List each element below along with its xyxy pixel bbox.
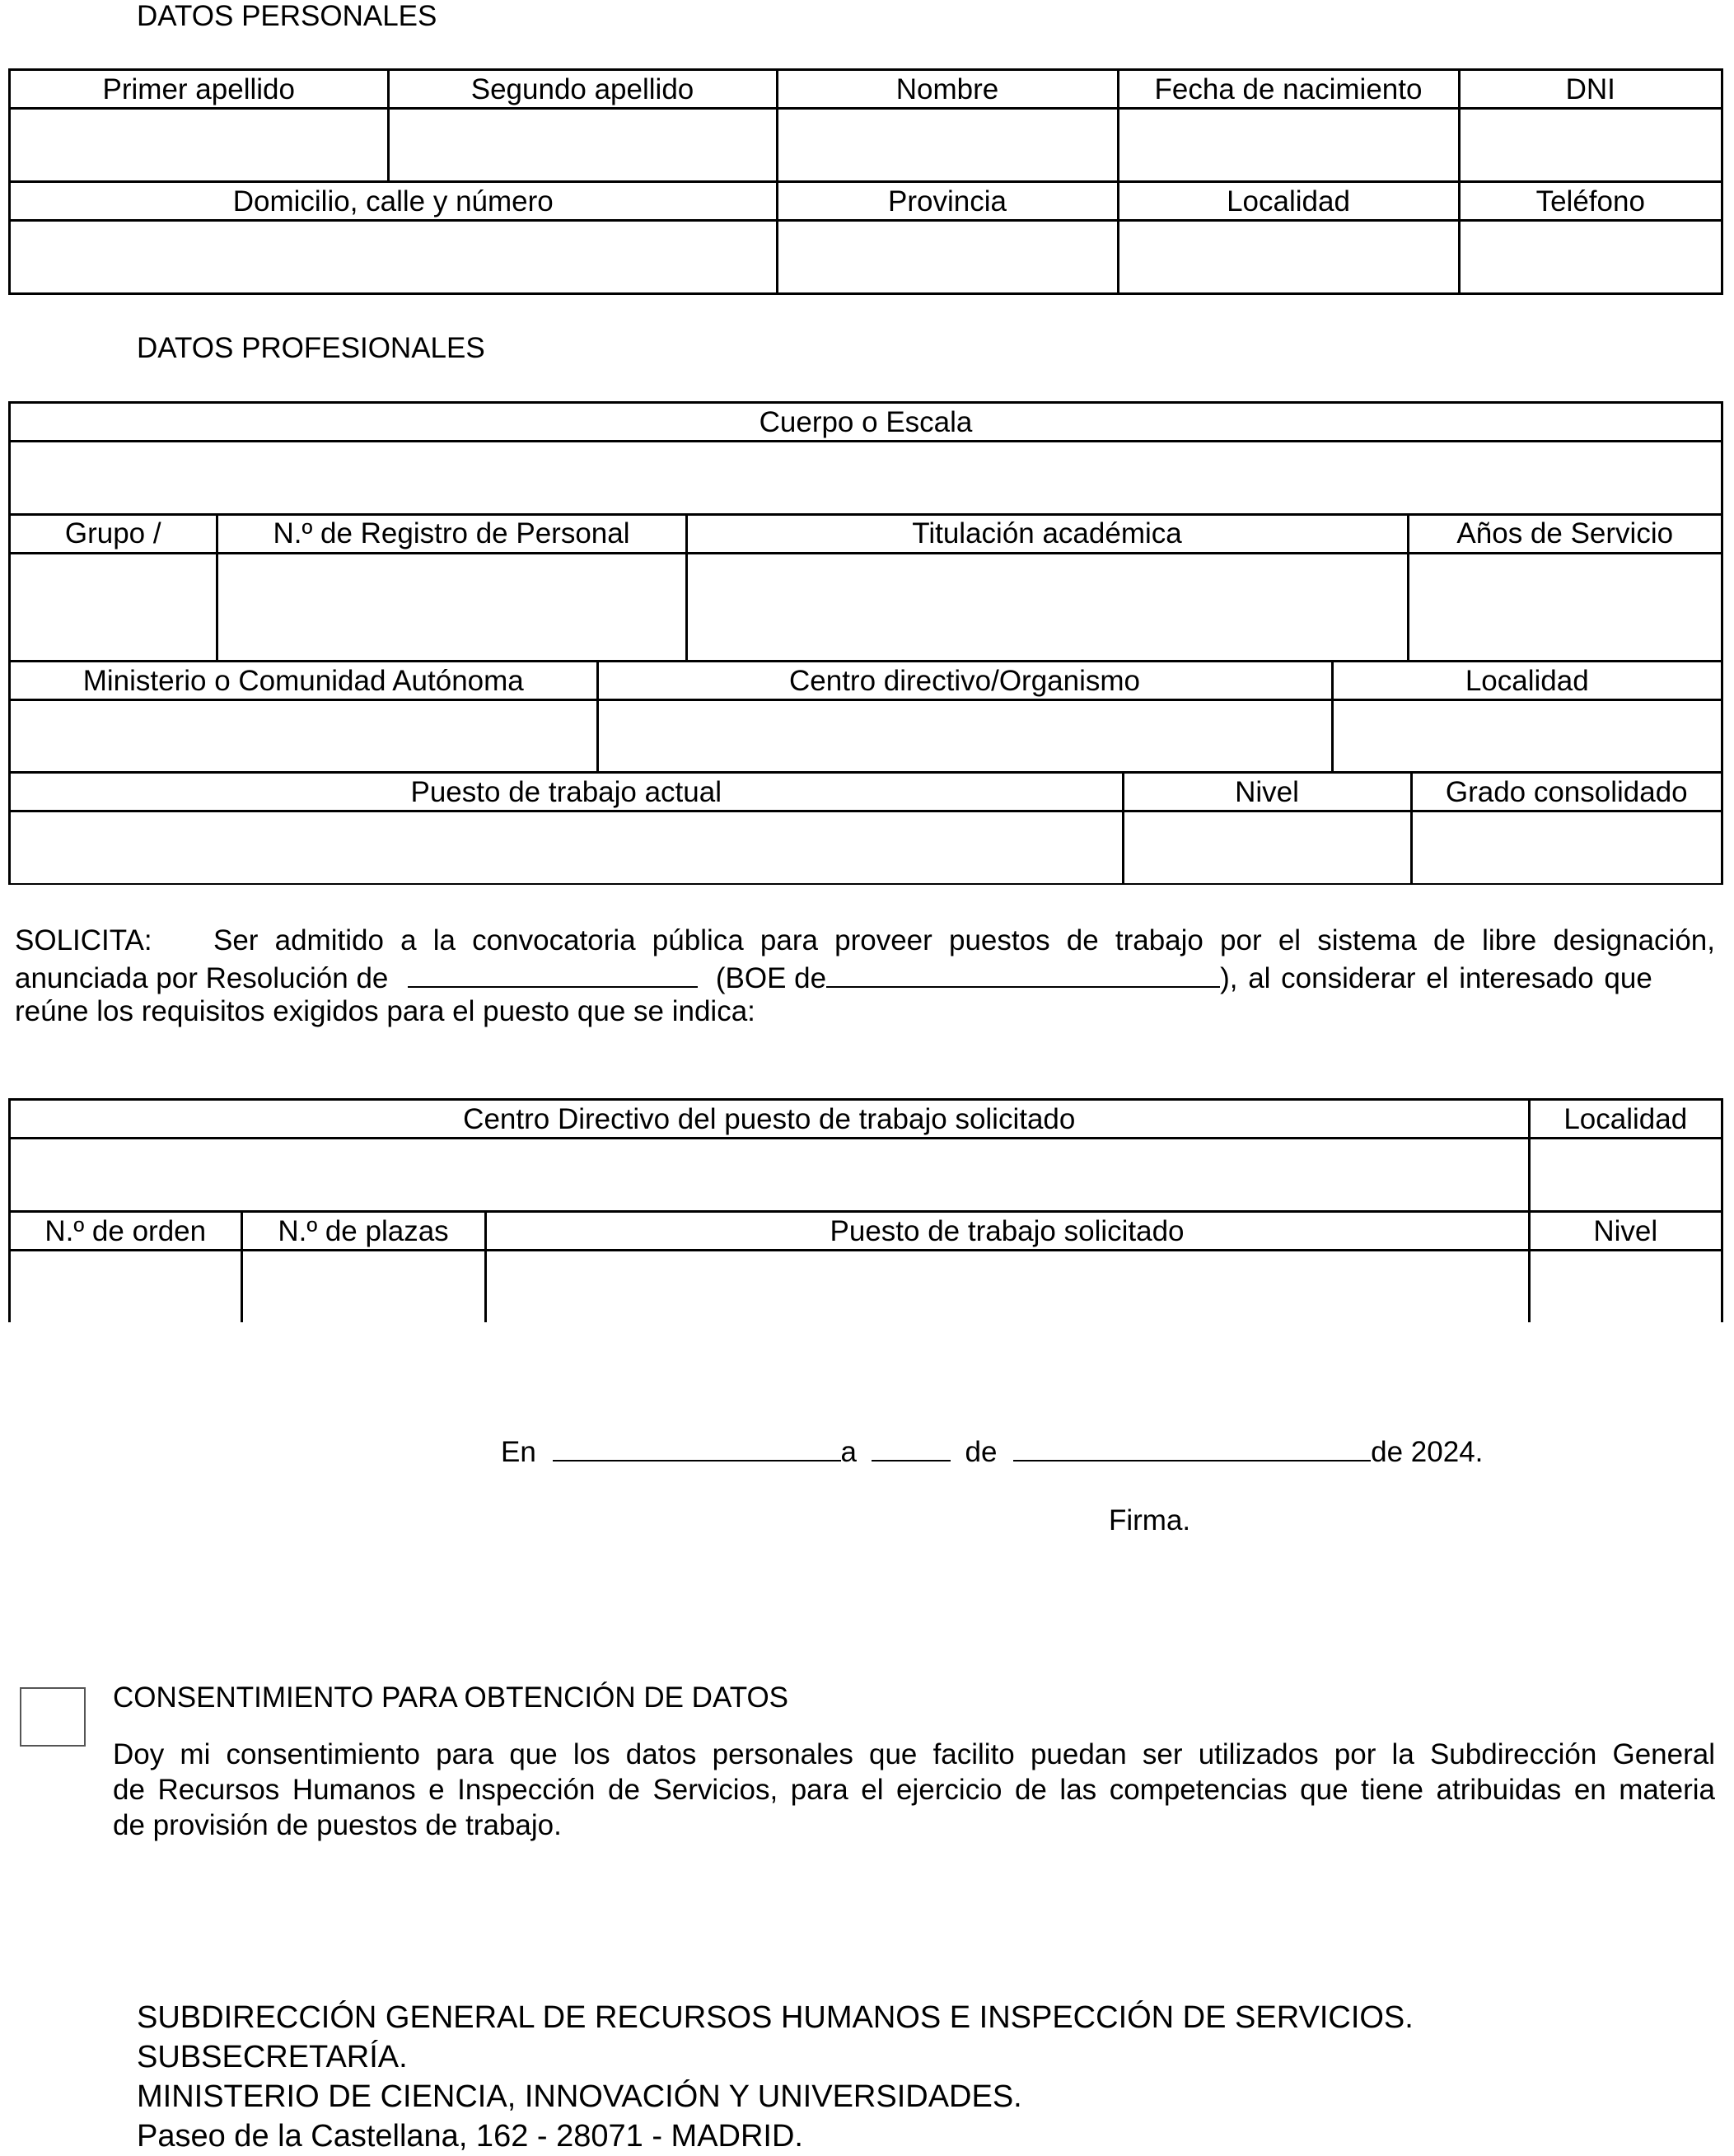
header-numero-orden: N.º de orden [11,1212,241,1251]
field-domicilio[interactable] [11,221,777,293]
field-puesto-solicitado[interactable] [485,1251,1529,1323]
field-primer-apellido[interactable] [11,109,388,182]
year-label: de 2024. [1371,1436,1484,1468]
professional-data-table-puesto [8,771,1723,885]
footer-line-2: SUBSECRETARÍA. [137,2040,408,2074]
field-ministerio[interactable] [11,700,597,773]
solicita-text-2a: anunciada por Resolución de [15,962,389,994]
header-grupo-subgrupo-label: Grupo / [64,517,161,550]
solicita-text-3: reúne los requisitos exigidos para el puesto que se indica: [15,995,755,1027]
solicita-line-1 [15,923,1715,958]
professional-section-title: DATOS PROFESIONALES [137,332,485,364]
header-localidad-prof: Localidad [1332,662,1721,700]
personal-data-table [8,68,1723,295]
professional-data-table-top [8,401,1723,554]
header-centro-solicitado [11,1101,1529,1139]
place-blank[interactable] [553,1432,841,1461]
signature-date-line [501,1432,1483,1470]
professional-data-table-mid [8,552,1723,662]
field-cuerpo-escala[interactable] [11,442,1721,515]
consent-title: CONSENTIMIENTO PARA OBTENCIÓN DE DATOS [113,1681,789,1714]
field-registro-personal[interactable] [217,554,686,661]
personal-section-title: DATOS PERSONALES [137,0,437,32]
boe-blank[interactable] [826,958,1220,988]
day-blank[interactable] [872,1432,951,1461]
header-puesto-solicitado: Puesto de trabajo solicitado [485,1212,1529,1251]
field-fecha-nacimiento[interactable] [1118,109,1459,182]
field-nivel[interactable] [1123,811,1411,884]
header-nombre: Nombre [777,71,1118,109]
consent-line-2: de Recursos Humanos e Inspección de Servicios, para el ejercicio de las competencias que tiene atribuidas en materia [113,1774,1715,1806]
header-primer-apellido: Primer apellido [11,71,388,109]
consent-line-1: Doy mi consentimiento para que los datos personales que facilito puedan ser utilizados por la Subdirección General [113,1738,1715,1770]
solicita-text-2b: (BOE de [715,962,827,994]
header-registro-personal: N.º de Registro de Personal [217,515,686,587]
field-nombre[interactable] [777,109,1118,182]
field-centro-directivo[interactable] [597,700,1332,773]
header-puesto-actual: Puesto de trabajo actual [11,773,1123,811]
field-grupo-subgrupo[interactable] [11,554,217,661]
header-centro-solicitado-label: Centro Directivo del puesto de trabajo solicitado [463,1102,1076,1135]
month-blank[interactable] [1013,1432,1371,1461]
firma-label: Firma. [1109,1504,1191,1536]
header-centro-directivo: Centro directivo/Organismo [597,662,1332,700]
field-anos-servicio[interactable] [1408,554,1721,661]
professional-data-table-org [8,660,1723,774]
consent-line-3: de provisión de puestos de trabajo. [113,1809,562,1841]
field-localidad-solicitada[interactable] [1529,1139,1721,1212]
header-domicilio: Domicilio, calle y número [11,182,777,221]
resolucion-blank[interactable] [408,958,698,988]
field-centro-solicitado[interactable] [11,1139,1529,1212]
solicita-text-2c: ), al considerar el interesado que [1220,962,1652,994]
a-label: a [840,1436,858,1468]
footer-line-4: Paseo de la Castellana, 162 - 28071 - MADRID. [137,2119,803,2154]
header-ministerio: Ministerio o Comunidad Autónoma [11,662,597,700]
header-telefono: Teléfono [1459,182,1721,221]
header-numero-plazas: N.º de plazas [241,1212,485,1251]
header-titulacion: Titulación académica [686,515,1408,587]
requested-position-table [8,1098,1723,1322]
header-localidad: Localidad [1118,182,1459,221]
field-localidad-prof[interactable] [1332,700,1721,773]
header-anos-servicio: Años de Servicio [1408,515,1721,587]
en-label: En [501,1436,536,1468]
field-provincia[interactable] [777,221,1118,293]
de-label: de [965,1436,998,1468]
header-grado-consolidado: Grado consolidado [1411,773,1721,811]
header-localidad-solicitada: Localidad [1529,1101,1721,1139]
field-segundo-apellido[interactable] [388,109,777,182]
field-telefono[interactable] [1459,221,1721,293]
field-puesto-actual[interactable] [11,811,1123,884]
footer-line-3: MINISTERIO DE CIENCIA, INNOVACIÓN Y UNIVERSIDADES. [137,2079,1022,2114]
footer-line-1: SUBDIRECCIÓN GENERAL DE RECURSOS HUMANOS E INSPECCIÓN DE SERVICIOS. [137,2000,1414,2035]
field-numero-plazas[interactable] [241,1251,485,1323]
solicita-text-1: Ser admitido a la convocatoria pública para proveer puestos de trabajo por el sistema de libre designación, [213,924,1715,956]
header-provincia: Provincia [777,182,1118,221]
header-segundo-apellido: Segundo apellido [388,71,777,109]
solicita-line-2 [15,958,1715,996]
header-nivel-solicitado: Nivel [1529,1212,1721,1251]
footer-address [137,1998,1414,2156]
solicita-label: SOLICITA: [15,924,152,956]
header-dni: DNI [1459,71,1721,109]
field-grado-consolidado[interactable] [1411,811,1721,884]
consent-checkbox[interactable] [20,1687,86,1747]
field-nivel-solicitado[interactable] [1529,1251,1721,1323]
field-dni[interactable] [1459,109,1721,182]
header-fecha-nacimiento: Fecha de nacimiento [1118,71,1459,109]
header-cuerpo-escala: Cuerpo o Escala [11,404,1721,442]
header-nivel: Nivel [1123,773,1411,811]
field-localidad[interactable] [1118,221,1459,293]
field-titulacion[interactable] [686,554,1408,661]
field-numero-orden[interactable] [11,1251,241,1323]
